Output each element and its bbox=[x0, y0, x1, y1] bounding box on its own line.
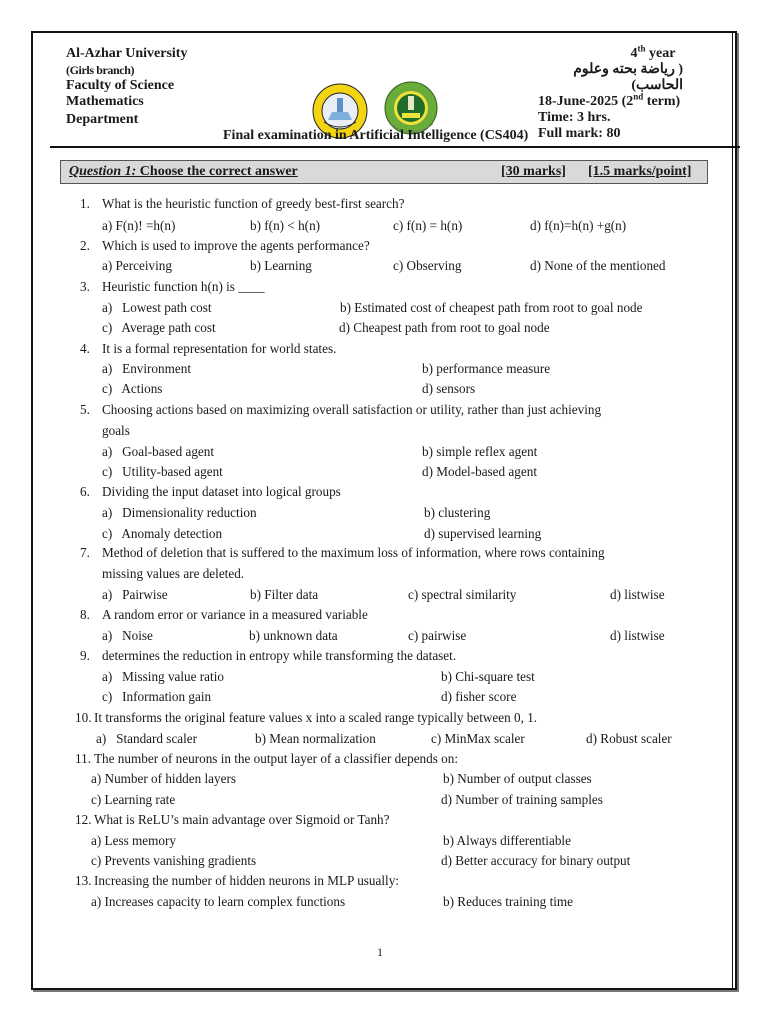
date-text: 18-June-2025 (2 bbox=[538, 94, 634, 109]
option-b: b) unknown data bbox=[249, 628, 338, 643]
option-d: d) Robust scaler bbox=[586, 731, 672, 746]
option-b: b) Estimated cost of cheapest path from root to goal node bbox=[340, 300, 643, 315]
question-text: A random error or variance in a measured variable bbox=[102, 607, 368, 622]
question-instruction: Choose the correct answer bbox=[136, 164, 298, 179]
institution-block bbox=[66, 46, 187, 128]
question-number: 3. bbox=[80, 279, 90, 294]
department-line-2: Department bbox=[66, 112, 139, 127]
option-b: b) Chi-square test bbox=[441, 669, 535, 684]
option-d: d) Cheapest path from root to goal node bbox=[339, 320, 550, 335]
option-d: d) listwise bbox=[610, 587, 665, 602]
option-c: c) Anomaly detection bbox=[102, 526, 223, 541]
question-text: Dividing the input dataset into logical groups bbox=[102, 484, 341, 499]
option-d: d) Model-based agent bbox=[422, 464, 537, 479]
term-sup: nd bbox=[633, 91, 644, 102]
question-text: Heuristic function h(n) is ____ bbox=[102, 279, 265, 294]
question-text-continued: goals bbox=[102, 423, 130, 438]
faculty-name: Faculty of Science bbox=[66, 78, 175, 93]
option-d: d) sensors bbox=[422, 381, 476, 396]
question-label: Question 1: bbox=[69, 164, 137, 179]
option-b: b) Number of output classes bbox=[443, 771, 592, 786]
option-b: b) simple reflex agent bbox=[422, 444, 538, 459]
exam-time: Time: 3 hrs. bbox=[538, 110, 611, 125]
question-number: 11. bbox=[75, 751, 91, 766]
question-title bbox=[69, 164, 298, 180]
option-c: c) Prevents vanishing gradients bbox=[91, 853, 257, 868]
option-c: c) Average path cost bbox=[102, 320, 216, 335]
marks-per-point: [1.5 marks/point] bbox=[588, 164, 692, 179]
question-number: 1. bbox=[80, 196, 90, 211]
question-number: 13. bbox=[75, 873, 92, 888]
question-text: Choosing actions based on maximizing overall satisfaction or utility, rather than just achieving bbox=[102, 402, 602, 417]
option-d: d) fisher score bbox=[441, 689, 517, 704]
option-a: a) Pairwise bbox=[102, 587, 168, 602]
question-number: 7. bbox=[80, 545, 90, 560]
year-text: year bbox=[645, 46, 676, 61]
question-number: 5. bbox=[80, 402, 90, 417]
question-marks: [30 marks] bbox=[501, 164, 566, 179]
year-number: 4 bbox=[630, 46, 638, 61]
question-text: determines the reduction in entropy while transforming the dataset. bbox=[102, 648, 457, 663]
exam-title: Final examination in Artificial Intelligence (CS404) bbox=[223, 128, 529, 143]
exam-info-block bbox=[538, 43, 728, 142]
option-b: b) Learning bbox=[250, 258, 312, 273]
question-text: The number of neurons in the output layer of a classifier depends on: bbox=[94, 751, 459, 766]
option-b: b) performance measure bbox=[422, 361, 551, 376]
question-text: What is the heuristic function of greedy best-first search? bbox=[102, 196, 405, 211]
question-text: What is ReLU’s main advantage over Sigmoid or Tanh? bbox=[94, 812, 390, 827]
branch-name: (Girls branch) bbox=[66, 63, 135, 77]
option-a: a) Increases capacity to learn complex functions bbox=[91, 894, 346, 909]
option-a: a) Noise bbox=[102, 628, 153, 643]
option-c: c) Utility-based agent bbox=[102, 464, 223, 479]
option-b: b) Always differentiable bbox=[443, 833, 571, 848]
question-number: 4. bbox=[80, 341, 90, 356]
header-divider bbox=[50, 146, 740, 148]
option-c: c) pairwise bbox=[408, 628, 467, 643]
option-d: d) supervised learning bbox=[424, 526, 542, 541]
option-c: c) Actions bbox=[102, 381, 163, 396]
option-a: a) Environment bbox=[102, 361, 191, 376]
year-line bbox=[538, 43, 728, 62]
option-a: a) Number of hidden layers bbox=[91, 771, 237, 786]
option-a: a) Dimensionality reduction bbox=[102, 505, 257, 520]
option-d: d) Number of training samples bbox=[441, 792, 603, 807]
full-mark: Full mark: 80 bbox=[538, 126, 621, 141]
option-c: c) Observing bbox=[393, 258, 462, 273]
option-c: c) spectral similarity bbox=[408, 587, 517, 602]
term-text: term) bbox=[643, 94, 681, 109]
option-a: a) F(n)! =h(n) bbox=[102, 218, 176, 233]
question-header-box bbox=[60, 160, 708, 184]
option-b: b) Mean normalization bbox=[255, 731, 376, 746]
option-a: a) Less memory bbox=[91, 833, 176, 848]
question-text: It is a formal representation for world states. bbox=[102, 341, 337, 356]
arabic-department: ( رياضة بحته وعلوم الحاسب) bbox=[573, 62, 683, 93]
question-text: It transforms the original feature values x into a scaled range typically between 0, 1. bbox=[94, 710, 538, 725]
option-b: b) f(n) < h(n) bbox=[250, 218, 321, 233]
option-a: a) Missing value ratio bbox=[102, 669, 224, 684]
option-b: b) Reduces training time bbox=[443, 894, 574, 909]
option-a: a) Goal-based agent bbox=[102, 444, 215, 459]
question-number: 6. bbox=[80, 484, 90, 499]
page-number: 1 bbox=[377, 945, 383, 959]
question-number: 9. bbox=[80, 648, 90, 663]
option-a: a) Lowest path cost bbox=[102, 300, 212, 315]
year-sup: th bbox=[637, 43, 646, 54]
option-c: c) MinMax scaler bbox=[431, 731, 525, 746]
option-c: c) Information gain bbox=[102, 689, 212, 704]
option-d: d) None of the mentioned bbox=[530, 258, 666, 273]
option-a: a) Standard scaler bbox=[96, 731, 198, 746]
question-text: Method of deletion that is suffered to the maximum loss of information, where rows containing bbox=[102, 545, 605, 560]
question-text: Which is used to improve the agents performance? bbox=[102, 238, 370, 253]
exam-date bbox=[538, 91, 728, 110]
option-b: b) Filter data bbox=[250, 587, 319, 602]
question-text-continued: missing values are deleted. bbox=[102, 566, 245, 581]
option-d: d) Better accuracy for binary output bbox=[441, 853, 631, 868]
option-c: c) Learning rate bbox=[91, 792, 176, 807]
question-number: 8. bbox=[80, 607, 90, 622]
option-a: a) Perceiving bbox=[102, 258, 172, 273]
option-d: d) listwise bbox=[610, 628, 665, 643]
question-number: 10. bbox=[75, 710, 92, 725]
university-name: Al-Azhar University bbox=[66, 46, 188, 61]
question-number: 12. bbox=[75, 812, 92, 827]
department-line-1: Mathematics bbox=[66, 94, 144, 109]
option-c: c) f(n) = h(n) bbox=[393, 218, 463, 233]
option-d: d) f(n)=h(n) +g(n) bbox=[530, 218, 627, 233]
question-number: 2. bbox=[80, 238, 90, 253]
question-text: Increasing the number of hidden neurons in MLP usually: bbox=[94, 873, 399, 888]
option-b: b) clustering bbox=[424, 505, 491, 520]
